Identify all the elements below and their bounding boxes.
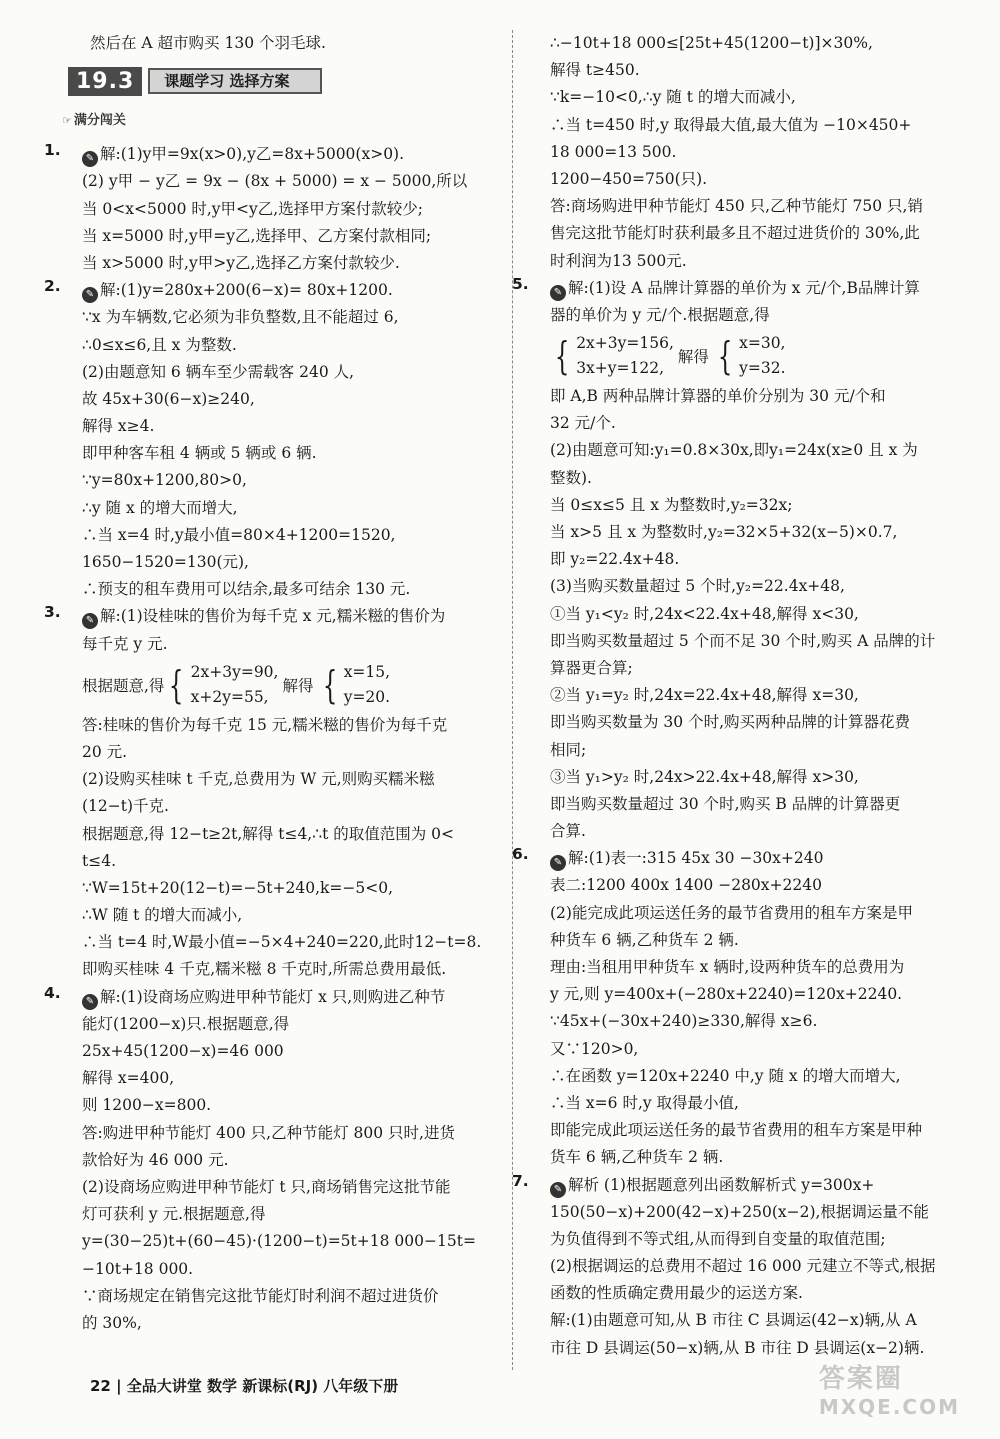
text-line: 150(50−x)+200(42−x)+250(x−2),根据调运量不能 [550, 1202, 929, 1221]
text-line: 当 x>5 且 x 为整数时,y₂=32×5+32(x−5)×0.7, [550, 523, 898, 541]
text-line: 根据题意,得 12−t≥2t,解得 t≤4,∴t 的取值范围为 0< [82, 824, 455, 843]
text-line: 即甲种客车租 4 辆或 5 辆或 6 辆. [82, 444, 317, 463]
text-line: 故 45x+30(6−x)≥240, [82, 389, 255, 408]
question-number: 4. [44, 983, 61, 1002]
text-line: 答:商场购进甲种节能灯 450 只,乙种节能灯 750 只,销 [550, 197, 923, 216]
text-line: 器的单价为 y 元/个.根据题意,得 [550, 305, 770, 324]
text-line: 即当购买数量超过 30 个时,购买 B 品牌的计算器更 [550, 794, 901, 813]
text-line: 即能完成此项运送任务的最节省费用的租车方案是甲种 [550, 1121, 923, 1140]
text-line: (2)由题意知 6 辆车至少需载客 240 人, [82, 362, 355, 381]
section-header [68, 63, 502, 99]
text-line: ③当 y₁>y₂ 时,24x>22.4x+48,解得 x>30, [550, 767, 859, 786]
question-body [530, 275, 960, 846]
text-line: ✎ 解析 (1)根据题意列出函数解析式 y=300x+ [530, 1172, 960, 1199]
question-number: 6. [512, 845, 529, 864]
text-line: ∵k=−10<0,∴y 随 t 的增大而减小, [550, 88, 796, 107]
text-line: ∵y=80x+1200,80>0, [82, 471, 247, 490]
text-line: ✎ 解:(1)设商场应购进甲种节能灯 x 只,则购进乙种节 [62, 984, 502, 1011]
text-line: 答:桂味的售价为每千克 15 元,糯米糍的售价为每千克 [82, 715, 448, 734]
text-line: 答:购进甲种节能灯 400 只,乙种节能灯 800 只时,进货 [82, 1123, 455, 1142]
pen-icon: ✎ [550, 1182, 566, 1198]
text-line: (3)当购买数量超过 5 个时,y₂=22.4x+48, [550, 577, 845, 596]
text-line: 解得 x≥4. [82, 417, 155, 436]
question-body [62, 277, 502, 603]
text-line: 解:(1)由题意可知,从 B 市往 C 县调运(42−x)辆,从 A [550, 1311, 917, 1330]
text-line: (2)能完成此项运送任务的最节省费用的租车方案是甲 [550, 903, 913, 922]
text-line: (2)设商场应购进甲种节能灯 t 只,商场销售完这批节能 [82, 1177, 451, 1196]
text-line: 当 x>5000 时,y甲>y乙,选择乙方案付款较少. [82, 253, 400, 272]
text-line: 解得 t≥450. [550, 61, 640, 80]
text-line: 整数). [550, 468, 592, 487]
text-line: 相同; [550, 740, 587, 759]
question-number: 2. [44, 277, 61, 296]
text-line: ∴在函数 y=120x+2240 中,y 随 x 的增大而增大, [550, 1066, 901, 1085]
text-line: 即购买桂味 4 千克,糯米糍 8 千克时,所需总费用最低. [82, 960, 447, 979]
text-line: ∴当 x=4 时,y最小值=80×4+1200=1520, [82, 525, 396, 544]
text-line: (12−t)千克. [82, 797, 169, 816]
equation-system: { 2x+3y=156, 3x+y=122, 解得 { x=30, y=32. [554, 334, 786, 379]
text-line: ✎ 解:(1)设桂味的售价为每千克 x 元,糯米糍的售价为 [62, 603, 502, 630]
text-line: 能灯(1200−x)只.根据题意,得 [82, 1014, 290, 1033]
text-line: 1650−1520=130(元), [82, 553, 249, 571]
text-line: ∴当 x=6 时,y 取得最小值, [550, 1093, 739, 1112]
text-line: ①当 y₁<y₂ 时,24x<22.4x+48,解得 x<30, [550, 604, 859, 623]
text-line: ②当 y₁=y₂ 时,24x=22.4x+48,解得 x=30, [550, 686, 859, 705]
text-line: 每千克 y 元. [82, 634, 168, 653]
text-line: 即 A,B 两种品牌计算器的单价分别为 30 元/个和 [550, 387, 886, 406]
question-number: 5. [512, 274, 529, 293]
text-line: 当 0≤x≤5 且 x 为整数时,y₂=32x; [550, 495, 793, 514]
subhead: ☞ 满分闯关 [62, 113, 126, 129]
text-line: 理由:当租用甲种货车 x 辆时,设两种货车的总费用为 [550, 958, 905, 976]
text-line: ∴当 t=450 时,y 取得最大值,最大值为 −10×450+ [550, 115, 912, 134]
text-line: 款恰好为 46 000 元. [82, 1150, 229, 1169]
right-column [512, 30, 960, 1362]
text-line: 表二:1200 400x 1400 −280x+2240 [550, 876, 822, 895]
text-line: 函数的性质确定费用最少的运送方案. [550, 1284, 803, 1303]
question-3 [44, 603, 502, 983]
text-line: 货车 6 辆,乙种货车 2 辆. [550, 1148, 724, 1167]
question-2 [44, 277, 502, 603]
section-title: 课题学习 选择方案 [148, 68, 321, 94]
question-body [62, 984, 502, 1337]
text-line: ∴W 随 t 的增大而减小, [82, 906, 243, 925]
text-line: 又∵120>0, [550, 1039, 639, 1058]
watermark: 答案圈 MXQE.COM [818, 1364, 960, 1419]
text-line: 市往 D 县调运(50−x)辆,从 B 市往 D 县调运(x−2)辆. [550, 1338, 925, 1357]
text-line: t≤4. [82, 851, 117, 870]
text-line: (2)根据调运的总费用不超过 16 000 元建立不等式,根据 [550, 1257, 936, 1276]
equation-system: 根据题意,得 { 2x+3y=90, x+2y=55, 解得 { x=15, y=20. [82, 662, 391, 707]
text-line: 即 y₂=22.4x+48. [550, 550, 680, 569]
text-line: 时利润为13 500元. [550, 251, 687, 270]
text-line: ∵W=15t+20(12−t)=−5t+240,k=−5<0, [82, 878, 394, 897]
text-line: ∴预支的租车费用可以结余,最多可结余 130 元. [82, 580, 411, 599]
question-body [62, 141, 502, 277]
question-body [62, 603, 502, 983]
text-line: −10t+18 000. [82, 1259, 194, 1278]
text-line: 算器更合算; [550, 658, 633, 677]
text-line: ✎ 解:(1)y=280x+200(6−x)= 80x+1200. [62, 277, 502, 304]
pen-icon: ✎ [82, 151, 98, 167]
pen-icon: ✎ [550, 285, 566, 301]
arrow-icon: ☞ [62, 114, 72, 128]
text-line: 当 x=5000 时,y甲=y乙,选择甲、乙方案付款相同; [82, 226, 432, 245]
question-number: 1. [44, 141, 61, 160]
left-column [44, 30, 502, 1337]
question-4-continued [530, 30, 960, 275]
text-line: 20 元. [82, 742, 128, 761]
pen-icon: ✎ [82, 613, 98, 629]
text-line: ∴−10t+18 000≤[25t+45(1200−t)]×30%, [550, 34, 873, 52]
text-line: ✎ 解:(1)表一:315 45x 30 −30x+240 [530, 845, 960, 872]
question-number: 3. [44, 603, 61, 622]
text-line: 的 30%, [82, 1313, 142, 1332]
text-line: 灯可获利 y 元.根据题意,得 [82, 1205, 266, 1224]
question-4 [44, 983, 502, 1337]
text-line: ✎ 解:(1)y甲=9x(x>0),y乙=8x+5000(x>0). [62, 141, 502, 168]
text-line: 为负值得到不等式组,从而得到自变量的取值范围; [550, 1229, 886, 1248]
pen-icon: ✎ [82, 287, 98, 303]
question-1 [44, 141, 502, 277]
text-line: ∵商场规定在销售完这批节能灯时利润不超过进货价 [82, 1286, 439, 1305]
text-line: 解得 x=400, [82, 1069, 175, 1088]
text-line: 当 0<x<5000 时,y甲<y乙,选择甲方案付款较少; [82, 199, 423, 218]
text-line: y=(30−25)t+(60−45)·(1200−t)=5t+18 000−15t= [82, 1232, 476, 1251]
question-body [530, 845, 960, 1171]
page-footer: 22 | 全品大讲堂 数学 新课标(RJ) 八年级下册 [90, 1377, 399, 1395]
text-line: 则 1200−x=800. [82, 1096, 212, 1115]
text-line: 售完这批节能灯时获利最多且不超过进货价的 30%,此 [550, 224, 920, 243]
question-number: 7. [512, 1171, 529, 1190]
text-line: (2)由题意可知:y₁=0.8×30x,即y₁=24x(x≥0 且 x 为 [550, 441, 918, 460]
text-line: 18 000=13 500. [550, 142, 677, 161]
question-body [530, 1172, 960, 1362]
text-line: (2) y甲 − y乙 = 9x − (8x + 5000) = x − 5000,所以 [82, 172, 468, 191]
column-divider [512, 30, 513, 1370]
section-number: 19.3 [68, 67, 142, 96]
text-line: 种货车 6 辆,乙种货车 2 辆. [550, 930, 739, 949]
text-line: ∴y 随 x 的增大而增大, [82, 498, 238, 517]
text-line: (2)设购买桂味 t 千克,总费用为 W 元,则购买糯米糍 [82, 770, 435, 789]
question-7 [512, 1171, 960, 1362]
text-line: 即当购买数量超过 5 个而不足 30 个时,购买 A 品牌的计 [550, 631, 936, 650]
text-line: 即当购买数量为 30 个时,购买两种品牌的计算器花费 [550, 713, 911, 732]
pen-icon: ✎ [550, 855, 566, 871]
question-6 [512, 845, 960, 1171]
text-line: ∵45x+(−30x+240)≥330,解得 x≥6. [550, 1012, 818, 1031]
text-line: ∴当 t=4 时,W最小值=−5×4+240=220,此时12−t=8. [82, 933, 482, 952]
text-line: 合算. [550, 822, 586, 841]
text-line: 1200−450=750(只). [550, 169, 708, 188]
top-line: 然后在 A 超市购买 130 个羽毛球. [90, 34, 326, 52]
text-line: ✎ 解:(1)设 A 品牌计算器的单价为 x 元/个,B品牌计算 [530, 275, 960, 302]
pen-icon: ✎ [82, 994, 98, 1010]
text-line: ∴0≤x≤6,且 x 为整数. [82, 335, 237, 354]
text-line: 25x+45(1200−x)=46 000 [82, 1042, 284, 1060]
text-line: y 元,则 y=400x+(−280x+2240)=120x+2240. [550, 985, 903, 1004]
text-line: 32 元/个. [550, 414, 616, 433]
question-5 [512, 274, 960, 846]
text-line: ∵x 为车辆数,它必须为非负整数,且不能超过 6, [82, 308, 399, 327]
